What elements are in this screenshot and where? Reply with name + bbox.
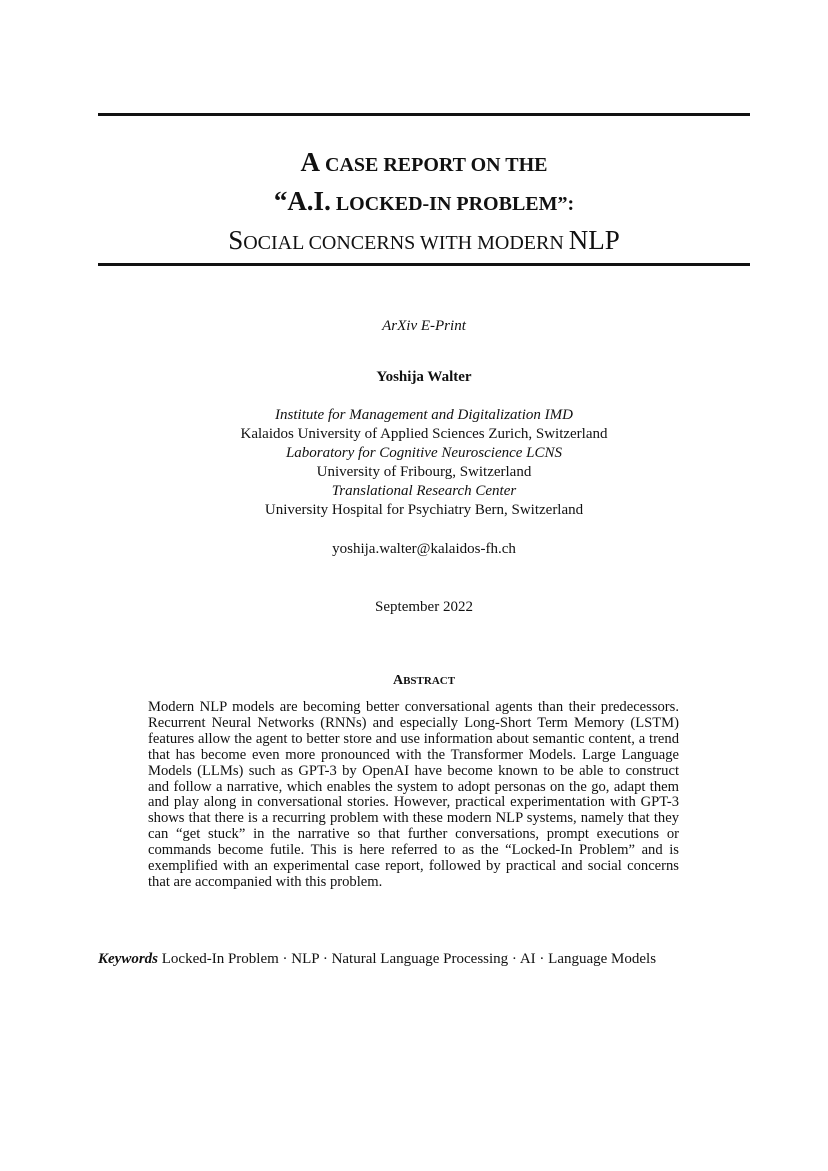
affiliation-3: Laboratory for Cognitive Neuroscience LCNS: [285, 445, 563, 461]
title-rule-bottom: [98, 263, 750, 266]
title-line-1: A CASE REPORT ON THE: [300, 147, 548, 177]
keywords-line: [98, 951, 778, 968]
author-email: yoshija.walter@kalaidos-fh.ch: [332, 541, 516, 557]
abstract-heading: ABSTRACT: [392, 673, 456, 688]
keywords-list: Locked-In Problem · NLP · Natural Language Processing · AI · Language Models: [158, 951, 657, 967]
affiliation-6: University Hospital for Psychiatry Bern, Switzerland: [264, 502, 584, 518]
affiliation-4: University of Fribourg, Switzerland: [316, 464, 532, 480]
eprint-label: ArXiv E-Print: [382, 318, 466, 334]
title-line-3: SOCIAL CONCERNS WITH MODERN NLP: [228, 225, 620, 255]
title-line-2: “A.I. LOCKED-IN PROBLEM”:: [273, 186, 575, 216]
abstract-text: Modern NLP models are becoming better conversational agents than their predecessors. Recurrent Neural Networks (RNNs) and especially Long-Short Term Memory (LSTM) features allow the agent to better store and use information about semantic content, a trend that has become even more pronounced with the Transformer Models. Large Language Models (LLMs) such as GPT-3 by OpenAI have become known to be able to construct and follow a narrative, which enables the system to adopt personas on the go, adapt them and play along in conversational stories. However, practical experimentation with GPT-3 shows that there is a recurring problem with these modern NLP systems, namely that they can “get stuck” in the narrative so that further conversations, prompt executions or commands become futile. This is here referred to as the “Locked-In Problem” and is exemplified with an experimental case report, followed by practical and social concerns that are accompanied with this problem.: [148, 699, 679, 890]
keywords-label: Keywords: [98, 951, 158, 967]
publication-date: September 2022: [375, 599, 473, 615]
affiliation-2: Kalaidos University of Applied Sciences Zurich, Switzerland: [240, 426, 608, 442]
title-rule-top: [98, 113, 750, 116]
paper-title: [98, 145, 750, 262]
affiliation-5: Translational Research Center: [331, 483, 517, 499]
affiliations: [98, 406, 750, 520]
author-name: Yoshija Walter: [376, 369, 472, 385]
affiliation-1: Institute for Management and Digitalization IMD: [275, 407, 573, 423]
